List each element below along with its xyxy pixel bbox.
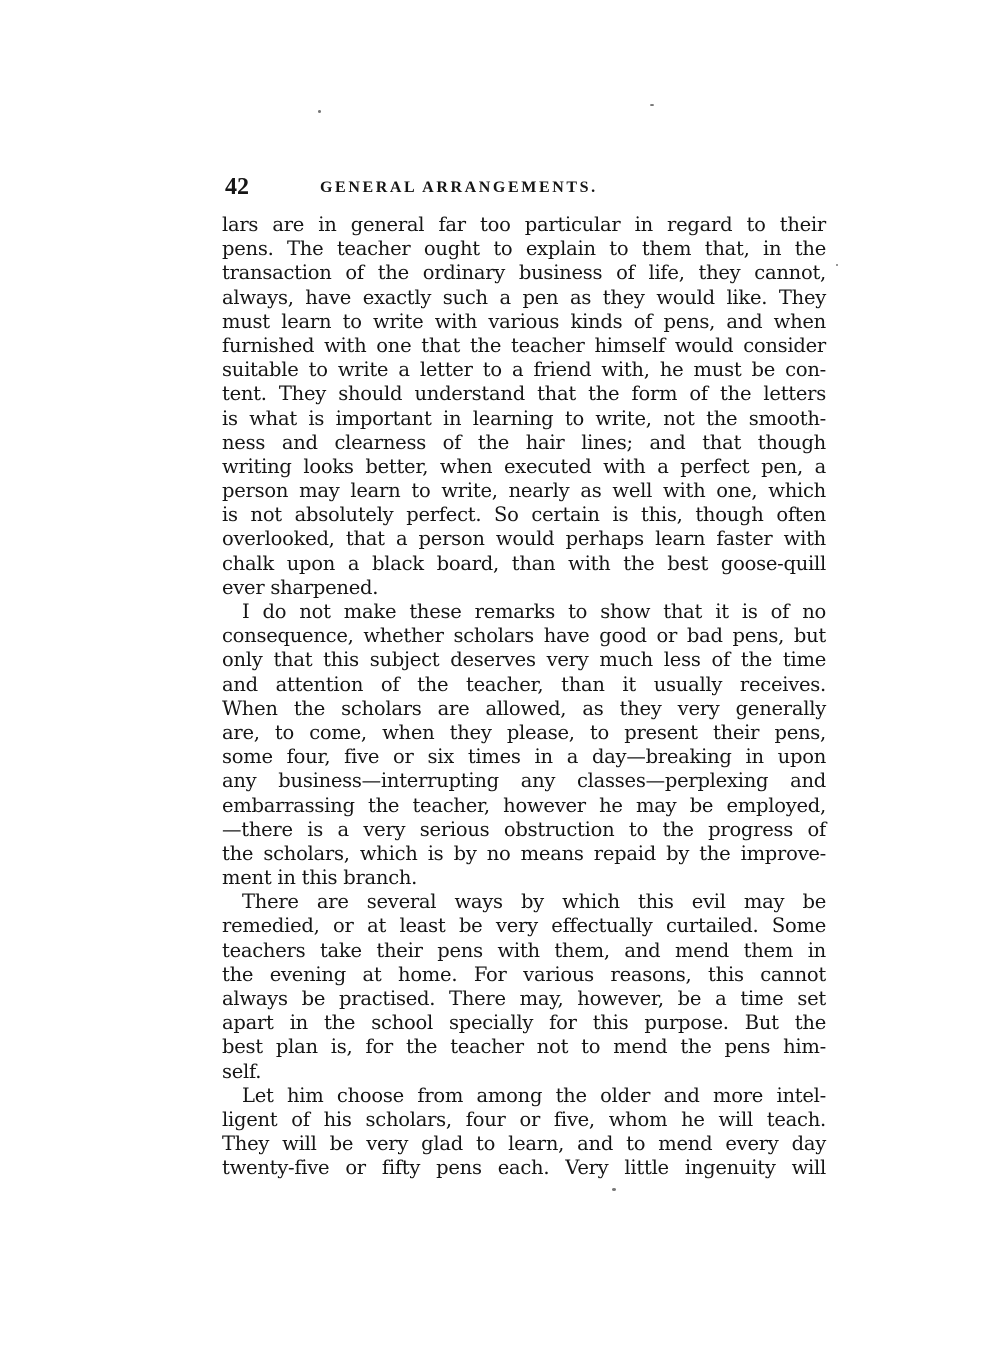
text-line: is not absolutely perfect. So certain is this, though often — [222, 503, 826, 527]
text-line: apart in the school specially for this purpose. But the — [222, 1011, 826, 1035]
text-line: only that this subject deserves very much less of the time — [222, 648, 826, 672]
text-line: teachers take their pens with them, and mend them in — [222, 938, 826, 962]
text-line: When the scholars are allowed, as they very generally — [222, 696, 826, 720]
text-line: some four, five or six times in a day—breaking in upon — [222, 745, 826, 769]
text-line: and attention of the teacher, than it usually receives. — [222, 672, 826, 696]
text-line: —there is a very serious obstruction to the progress of — [222, 817, 826, 841]
text-line: always be practised. There may, however, be a time set — [222, 987, 826, 1010]
text-line: self. — [222, 1059, 262, 1083]
text-line: chalk upon a black board, than with the best goose-quill — [222, 551, 826, 575]
text-line: Let him choose from among the older and more intel- — [242, 1083, 826, 1107]
text-line: the scholars, which is by no means repaid by the improve- — [222, 841, 826, 865]
print-speck — [318, 110, 321, 113]
print-speck — [836, 264, 838, 266]
text-line: are, to come, when they please, to present their pens, — [222, 720, 826, 744]
text-line: ligent of his scholars, four or five, whom he will teach. — [222, 1107, 826, 1131]
text-line: remedied, or at least be very effectually curtailed. Some — [222, 914, 826, 938]
text-line: suitable to write a letter to a friend with, he must be con- — [222, 358, 826, 382]
page-number: 42 — [225, 174, 249, 200]
text-line: any business—interrupting any classes—perplexing and — [222, 769, 826, 793]
text-line: ever sharpened. — [222, 575, 379, 599]
text-line: There are several ways by which this evil may be — [242, 890, 826, 914]
text-line: the evening at home. For various reasons, this cannot — [222, 962, 826, 986]
text-line: overlooked, that a person would perhaps learn faster with — [222, 527, 826, 551]
text-line: furnished with one that the teacher himself would consider — [222, 333, 826, 357]
text-line: twenty-five or fifty pens each. Very little ingenuity will — [222, 1156, 826, 1180]
print-speck — [650, 104, 654, 106]
text-line: I do not make these remarks to show that it is of no — [242, 600, 826, 623]
text-line: writing looks better, when executed with a perfect pen, a — [222, 454, 826, 478]
text-line: ment in this branch. — [222, 866, 418, 890]
text-line: pens. The teacher ought to explain to them that, in the — [222, 237, 826, 261]
text-line: is what is important in learning to write, not the smooth- — [222, 406, 826, 430]
text-line: ness and clearness of the hair lines; and that though — [222, 430, 826, 454]
text-line: transaction of the ordinary business of life, they cannot, — [222, 261, 826, 285]
text-line: always, have exactly such a pen as they would like. They — [222, 285, 826, 309]
text-line: person may learn to write, nearly as well with one, which — [222, 479, 826, 503]
text-line: They will be very glad to learn, and to mend every day — [222, 1132, 826, 1156]
page-header — [225, 172, 825, 202]
text-line: consequence, whether scholars have good or bad pens, but — [222, 624, 826, 648]
text-line: best plan is, for the teacher not to mend the pens him- — [222, 1035, 826, 1059]
text-line: tent. They should understand that the form of the letters — [222, 382, 826, 406]
running-head: GENERAL ARRANGEMENTS. — [320, 179, 598, 196]
text-line: must learn to write with various kinds of pens, and when — [222, 309, 826, 333]
text-line: lars are in general far too particular in regard to their — [222, 213, 826, 236]
print-speck — [612, 1188, 616, 1191]
text-line: embarrassing the teacher, however he may be employed, — [222, 793, 826, 817]
body-text — [222, 213, 826, 1181]
